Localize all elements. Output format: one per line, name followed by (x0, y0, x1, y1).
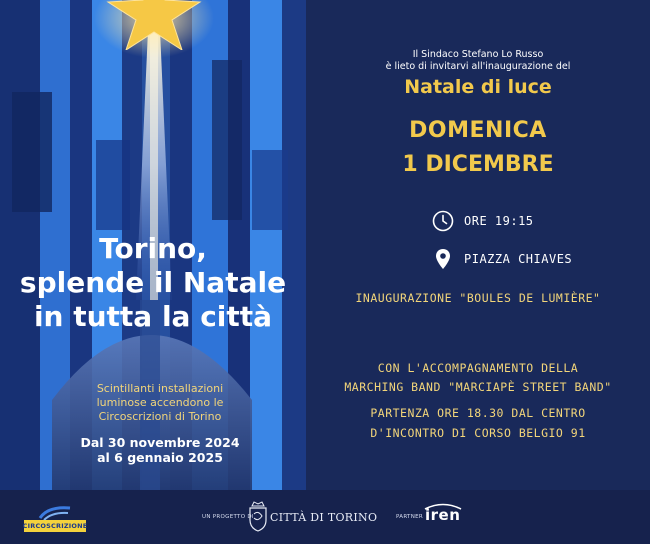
invite-text: Il Sindaco Stefano Lo Russo (412, 49, 544, 60)
headline-line: in tutta la città (33, 300, 273, 333)
departure-text: PARTENZA ORE 18.30 DAL CENTRO (370, 406, 586, 420)
time-row (432, 210, 534, 232)
partner-name: iren (425, 506, 461, 524)
location-pin-icon (432, 248, 454, 270)
city-crest-icon (248, 500, 268, 532)
date-range-line: al 6 gennaio 2025 (97, 450, 223, 465)
headline-line: splende il Natale (19, 266, 287, 299)
invite-text: è lieto di invitarvi all'inaugurazione del (385, 61, 571, 72)
headline-line: Torino, (99, 232, 207, 265)
city-name: CITTÀ DI TORINO (270, 511, 378, 524)
event-name: Natale di luce (404, 76, 552, 98)
illustration-panel (0, 0, 306, 490)
subtitle (60, 382, 260, 424)
partner-label: PARTNER (396, 514, 424, 520)
date-range (40, 435, 280, 465)
inauguration-text: INAUGURAZIONE "BOULES DE LUMIÈRE" (355, 291, 601, 305)
project-label: UN PROGETTO DI (202, 514, 254, 520)
date-range-line: Dal 30 novembre 2024 (80, 435, 240, 450)
footer-logos (0, 490, 650, 544)
event-time: ORE 19:15 (464, 214, 534, 228)
place-row (432, 248, 572, 270)
star-icon (104, 0, 204, 50)
event-place: PIAZZA CHIAVES (464, 252, 573, 266)
subtitle-line: Circoscrizioni di Torino (98, 410, 222, 423)
circoscrizione-label: CIRCOSCRIZIONE (22, 522, 88, 530)
headline (0, 232, 306, 334)
accompaniment-text: MARCHING BAND "MARCIAPÈ STREET BAND" (344, 380, 612, 394)
event-date: 1 DICEMBRE (402, 152, 554, 177)
event-day: DOMENICA (409, 118, 547, 143)
departure-text: D'INCONTRO DI CORSO BELGIO 91 (370, 426, 586, 440)
circoscrizione-logo (24, 502, 86, 532)
subtitle-line: luminose accendono le (96, 396, 224, 409)
clock-icon (432, 210, 454, 232)
accompaniment-text: CON L'ACCOMPAGNAMENTO DELLA (377, 361, 579, 375)
subtitle-line: Scintillanti installazioni (96, 382, 224, 395)
info-panel (306, 0, 650, 490)
